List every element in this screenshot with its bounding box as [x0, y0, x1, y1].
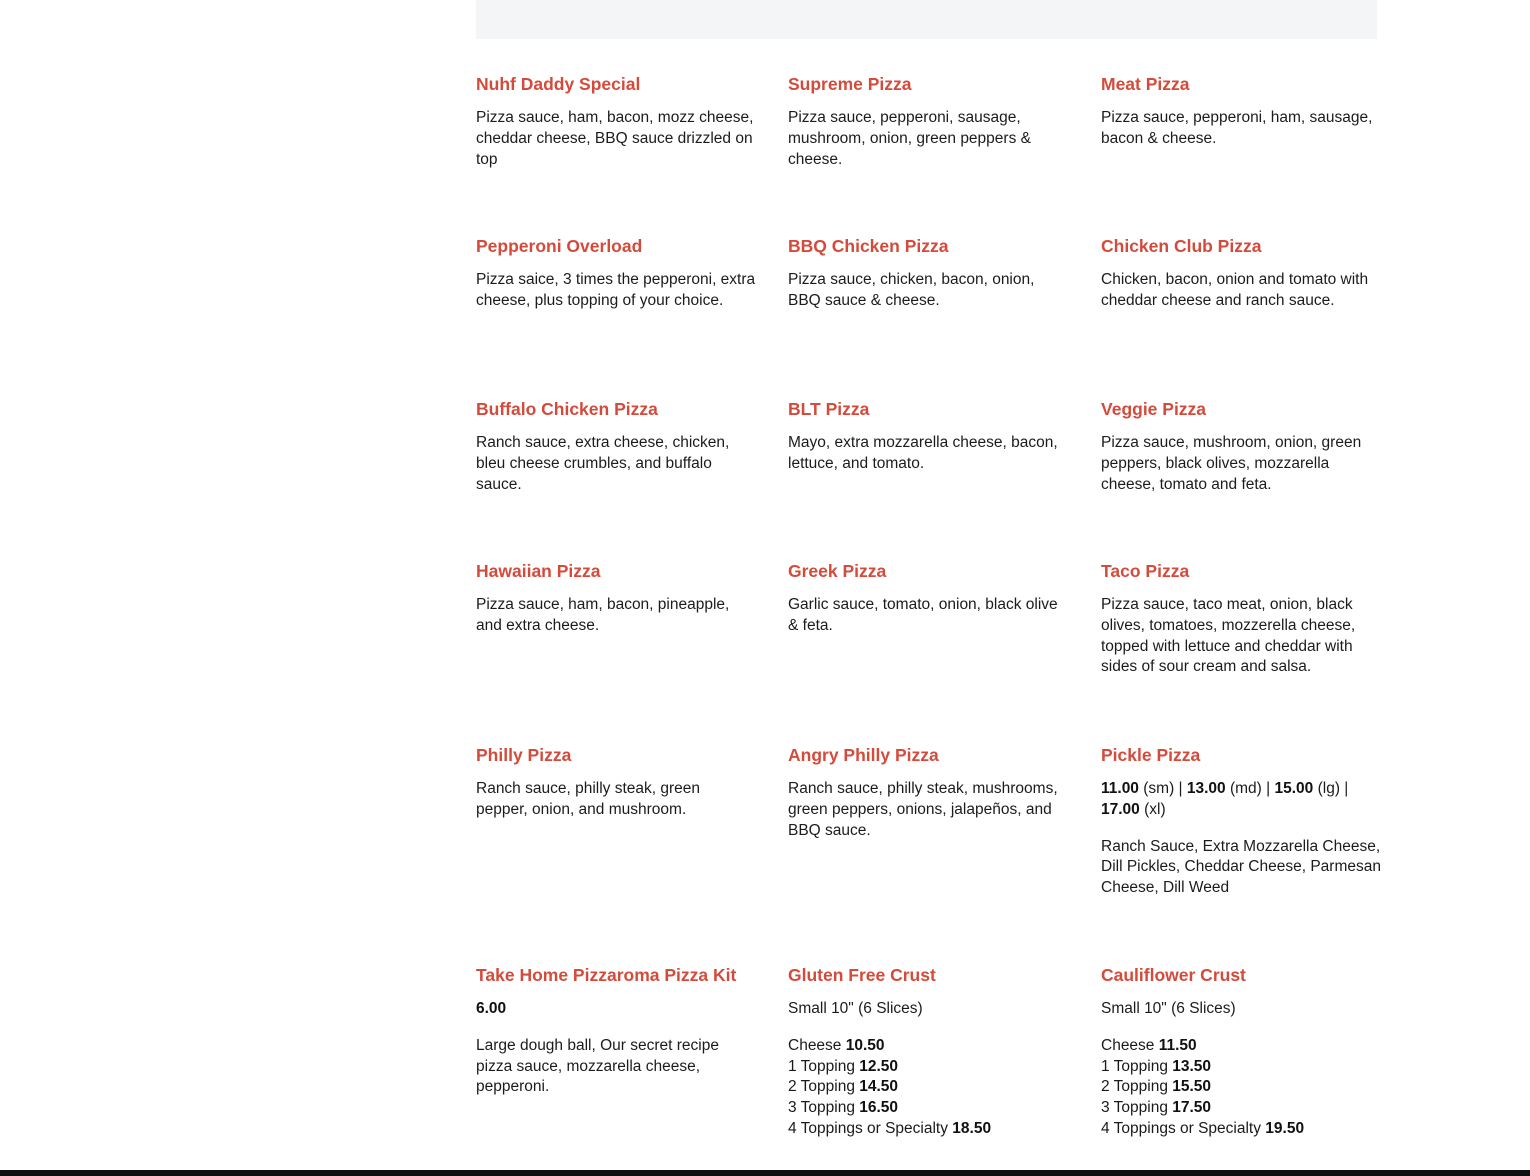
menu-item-angry-philly-pizza: [788, 743, 1068, 841]
menu-item-title: Veggie Pizza: [1101, 399, 1207, 419]
price-tier: [1101, 1077, 1381, 1098]
price-tier: [1101, 1057, 1381, 1078]
menu-item-description: Pizza sauce, mushroom, onion, green peppers, black olives, mozzarella cheese, tomato and feta.: [1101, 434, 1362, 493]
menu-item-description: Ranch Sauce, Extra Mozzarella Cheese, Dill Pickles, Cheddar Cheese, Parmesan Cheese, Dill Weed: [1101, 837, 1381, 897]
tier-price: 14.50: [859, 1078, 899, 1096]
menu-item-greek-pizza: [788, 559, 1068, 637]
tier-label: 4 Toppings or Specialty: [788, 1119, 953, 1137]
menu-item-description: Pizza sauce, chicken, bacon, onion, BBQ sauce & cheese.: [788, 271, 1035, 309]
menu-item-title: Taco Pizza: [1101, 561, 1190, 581]
menu-item-chicken-club-pizza: [1101, 234, 1381, 312]
menu-item-description: Large dough ball, Our secret recipe pizza sauce, mozzarella cheese, pepperoni.: [476, 1036, 719, 1096]
menu-item-gluten-free-crust: [788, 963, 1068, 1140]
menu-item-philly-pizza: [476, 743, 756, 821]
tier-label: 1 Topping: [788, 1057, 860, 1075]
tier-price: 18.50: [952, 1119, 992, 1137]
menu-item-description: Pizza sauce, pepperoni, ham, sausage, bacon & cheese.: [1101, 109, 1373, 147]
tier-label: 2 Topping: [788, 1078, 860, 1096]
menu-item-title: BBQ Chicken Pizza: [788, 236, 949, 256]
menu-item-taco-pizza: [1101, 559, 1381, 678]
menu-item-title: BLT Pizza: [788, 399, 870, 419]
tier-label: 1 Topping: [1101, 1057, 1173, 1075]
menu-item-title: Philly Pizza: [476, 745, 572, 765]
menu-item-title: Chicken Club Pizza: [1101, 236, 1262, 256]
menu-item-title: Pickle Pizza: [1101, 745, 1201, 765]
price-tier: [788, 1036, 1068, 1057]
tier-price: 12.50: [859, 1057, 899, 1075]
menu-item-description: Mayo, extra mozzarella cheese, bacon, lettuce, and tomato.: [788, 434, 1058, 472]
menu-item-pickle-pizza: [1101, 743, 1381, 899]
tier-label: Cheese: [788, 1036, 846, 1054]
tier-price: 17.50: [1172, 1099, 1212, 1117]
menu-item-description: Ranch sauce, extra cheese, chicken, bleu cheese crumbles, and buffalo sauce.: [476, 434, 730, 493]
tier-price: 19.50: [1265, 1119, 1305, 1137]
menu-item-pizza-kit: [476, 963, 756, 1098]
menu-item-blt-pizza: [788, 397, 1068, 475]
menu-grid: [476, 0, 1381, 1170]
menu-item-title: Pepperoni Overload: [476, 236, 643, 256]
menu-item-title: Take Home Pizzaroma Pizza Kit: [476, 965, 737, 985]
price-tier: [1101, 1098, 1381, 1119]
menu-item-meat-pizza: [1101, 72, 1381, 150]
menu-item-description: Ranch sauce, philly steak, mushrooms, green peppers, onions, jalapeños, and BBQ sauce.: [788, 780, 1058, 839]
menu-item-nuhf-daddy-special: [476, 72, 756, 170]
price-tier: [1101, 1119, 1381, 1140]
menu-item-title: Greek Pizza: [788, 561, 887, 581]
menu-item-description: Pizza sauce, pepperoni, sausage, mushroom, onion, green peppers & cheese.: [788, 109, 1031, 168]
tier-price: 16.50: [859, 1099, 899, 1117]
price: [476, 999, 756, 1020]
kit-price: 6.00: [476, 1000, 507, 1017]
price-tier: [788, 1098, 1068, 1119]
tier-label: 2 Topping: [1101, 1078, 1173, 1096]
menu-item-description: Pizza sauce, ham, bacon, mozz cheese, cheddar cheese, BBQ sauce drizzled on top: [476, 109, 754, 168]
size-md-label: (md) |: [1225, 780, 1275, 797]
menu-item-title: Buffalo Chicken Pizza: [476, 399, 658, 419]
price-tier: [788, 1057, 1068, 1078]
menu-item-description: Pizza sauce, taco meat, onion, black olives, tomatoes, mozzerella cheese, topped with lettuce and cheddar with sides of sour cream and salsa.: [1101, 596, 1356, 676]
size-sm-label: (sm) |: [1138, 780, 1187, 797]
price-tier: [788, 1077, 1068, 1098]
tier-price: 15.50: [1172, 1078, 1212, 1096]
menu-item-bbq-chicken-pizza: [788, 234, 1068, 312]
tier-label: Cheese: [1101, 1036, 1159, 1054]
footer-bar: [0, 1170, 1530, 1176]
size-label: Small 10" (6 Slices): [788, 1000, 923, 1017]
menu-item-title: Hawaiian Pizza: [476, 561, 601, 581]
price-tiers: [1101, 1036, 1381, 1140]
size-label: Small 10" (6 Slices): [1101, 1000, 1236, 1017]
price-tier: [788, 1119, 1068, 1140]
price-tiers: [788, 1036, 1068, 1140]
menu-item-description: Chicken, bacon, onion and tomato with cheddar cheese and ranch sauce.: [1101, 271, 1369, 309]
menu-item-title: Gluten Free Crust: [788, 965, 936, 985]
tier-price: 13.50: [1172, 1057, 1212, 1075]
price-list: [1101, 779, 1381, 821]
menu-item-title: Meat Pizza: [1101, 74, 1190, 94]
menu-item-supreme-pizza: [788, 72, 1068, 170]
menu-item-title: Angry Philly Pizza: [788, 745, 939, 765]
price-xl: 17.00: [1101, 800, 1140, 818]
tier-price: 10.50: [845, 1036, 885, 1054]
menu-item-description: Garlic sauce, tomato, onion, black olive & feta.: [788, 596, 1058, 634]
menu-item-description: Pizza saice, 3 times the pepperoni, extra cheese, plus topping of your choice.: [476, 271, 756, 309]
menu-item-title: Nuhf Daddy Special: [476, 74, 641, 94]
menu-item-buffalo-chicken-pizza: [476, 397, 756, 495]
menu-item-cauliflower-crust: [1101, 963, 1381, 1140]
price-lg: 15.00: [1274, 780, 1314, 797]
menu-item-description: Pizza sauce, ham, bacon, pineapple, and extra cheese.: [476, 596, 730, 634]
menu-item-description: Ranch sauce, philly steak, green pepper, onion, and mushroom.: [476, 780, 701, 818]
menu-item-hawaiian-pizza: [476, 559, 756, 637]
price-sm: 11.00: [1101, 780, 1139, 797]
tier-price: 11.50: [1158, 1036, 1197, 1054]
tier-label: 3 Topping: [1101, 1099, 1173, 1117]
tier-label: 4 Toppings or Specialty: [1101, 1119, 1266, 1137]
tier-label: 3 Topping: [788, 1099, 860, 1117]
price-md: 13.00: [1186, 780, 1226, 797]
size-xl-label: (xl): [1139, 800, 1166, 818]
price-tier: [1101, 1036, 1381, 1057]
menu-item-pepperoni-overload: [476, 234, 756, 312]
menu-item-veggie-pizza: [1101, 397, 1381, 495]
menu-item-title: Supreme Pizza: [788, 74, 912, 94]
menu-item-title: Cauliflower Crust: [1101, 965, 1246, 985]
size-lg-label: (lg) |: [1313, 780, 1349, 797]
